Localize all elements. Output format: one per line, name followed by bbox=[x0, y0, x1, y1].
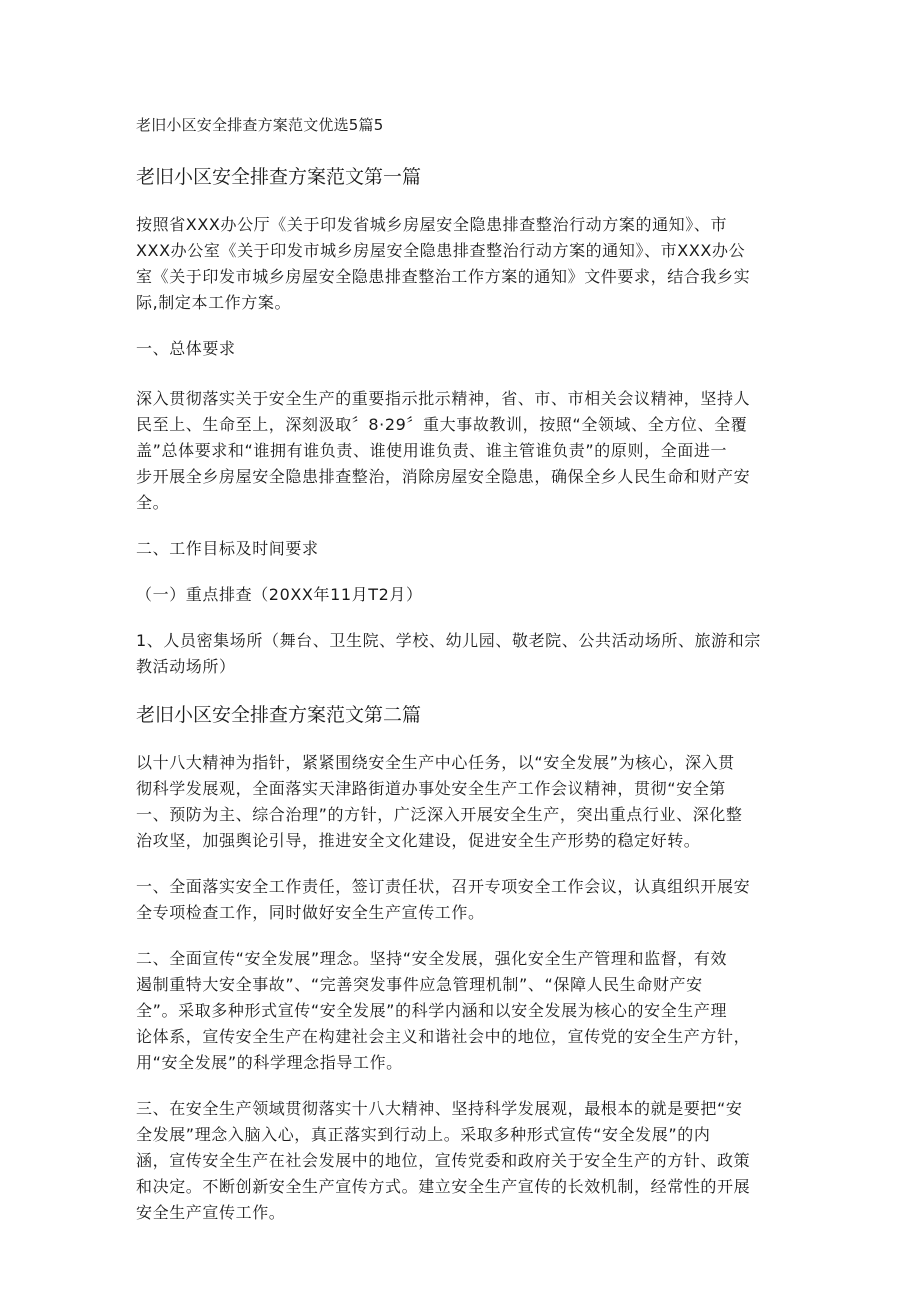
text-line: 遏制重特大安全事故”、“完善突发事件应急管理机制”、“保障人民生命财产安 bbox=[136, 975, 703, 994]
text-line: 步开展全乡房屋安全隐患排查整治，消除房屋安全隐患，确保全乡人民生命和财产安 bbox=[136, 467, 751, 486]
text-line: 一、预防为主、综合治理”的方针，广泛深入开展安全生产，突出重点行业、深化整 bbox=[136, 805, 743, 824]
text-line: 论体系，宣传安全生产在构建社会主义和谐社会中的地位，宣传党的安全生产方针， bbox=[136, 1027, 751, 1046]
text-line: 民至上、生命至上，深刻汲取〞8·29〞重大事故教训，按照“全领域、全方位、全覆 bbox=[136, 415, 748, 434]
text-line: 用“安全发展”的科学理念指导工作。 bbox=[136, 1053, 403, 1072]
document-title: 老旧小区安全排查方案范文优选5篇5 bbox=[136, 116, 384, 134]
section-2-paragraph-2 bbox=[136, 874, 776, 926]
text-line: 盖”总体要求和“谁拥有谁负责、谁使用谁负责、谁主管谁负责”的原则，全面进一 bbox=[136, 441, 728, 460]
section-1-paragraph-3 bbox=[136, 628, 776, 680]
text-line: 三、在安全生产领域贯彻落实十八大精神、坚持科学发展观，最根本的就是要把“安 bbox=[136, 1099, 743, 1118]
text-line: 全”。采取多种形式宣传“安全发展”的科学内涵和以安全发展为核心的安全生产理 bbox=[136, 1001, 728, 1020]
text-line: 彻科学发展观，全面落实天津路街道办事处安全生产工作会议精神，贯彻“安全第 bbox=[136, 779, 726, 798]
section-1-paragraph-1 bbox=[136, 212, 776, 316]
section-2-paragraph-4 bbox=[136, 1096, 776, 1226]
text-line: 治攻坚，加强舆论引导，推进安全文化建设，促进安全生产形势的稳定好转。 bbox=[136, 831, 701, 850]
text-line: 一、全面落实安全工作责任，签订责任状，召开专项安全工作会议，认真组织开展安 bbox=[136, 877, 751, 896]
text-line: 二、全面宣传“安全发展”理念。坚持“安全发展，强化安全生产管理和监督，有效 bbox=[136, 949, 728, 968]
text-line: 际,制定本工作方案。 bbox=[136, 293, 292, 312]
section-1-heading-overall-requirements: 一、总体要求 bbox=[136, 339, 236, 358]
text-line: 按照省XXX办公厅《关于印发省城乡房屋安全隐患排查整治行动方案的通知》、市 bbox=[136, 215, 728, 234]
text-line: 室《关于印发市城乡房屋安全隐患排查整治工作方案的通知》文件要求，结合我乡实 bbox=[136, 267, 751, 286]
section-1-title: 老旧小区安全排查方案范文第一篇 bbox=[136, 166, 422, 188]
text-line: 和决定。不断创新安全生产宣传方式。建立安全生产宣传的长效机制，经常性的开展 bbox=[136, 1177, 751, 1196]
section-2-title: 老旧小区安全排查方案范文第二篇 bbox=[136, 704, 422, 726]
text-line: 全专项检查工作，同时做好安全生产宣传工作。 bbox=[136, 903, 485, 922]
text-line: 安全生产宣传工作。 bbox=[136, 1203, 286, 1222]
section-2-paragraph-1 bbox=[136, 750, 776, 854]
text-line: 教活动场所） bbox=[136, 657, 236, 676]
text-line: 全发展”理念入脑入心，真正落实到行动上。采取多种形式宣传“安全发展”的内 bbox=[136, 1125, 711, 1144]
text-line: XXX办公室《关于印发市城乡房屋安全隐患排查整治行动方案的通知》、市XXX办公 bbox=[136, 241, 746, 260]
section-1-subheading-key-inspection: （一）重点排查（20XX年11月T2月） bbox=[136, 585, 423, 604]
text-line: 全。 bbox=[136, 493, 170, 512]
text-line: 以十八大精神为指针，紧紧围绕安全生产中心任务，以“安全发展”为核心，深入贯 bbox=[136, 753, 735, 772]
text-line: 1、人员密集场所（舞台、卫生院、学校、幼儿园、敬老院、公共活动场所、旅游和宗 bbox=[136, 631, 761, 650]
text-line: 深入贯彻落实关于安全生产的重要指示批示精神，省、市、市相关会议精神，坚持人 bbox=[136, 389, 751, 408]
section-1-paragraph-2 bbox=[136, 386, 776, 516]
text-line: 涵，宣传安全生产在社会发展中的地位，宣传党委和政府关于安全生产的方针、政策 bbox=[136, 1151, 751, 1170]
section-2-paragraph-3 bbox=[136, 946, 776, 1076]
document-page bbox=[136, 112, 776, 1246]
section-1-heading-goals-timeline: 二、工作目标及时间要求 bbox=[136, 539, 319, 558]
